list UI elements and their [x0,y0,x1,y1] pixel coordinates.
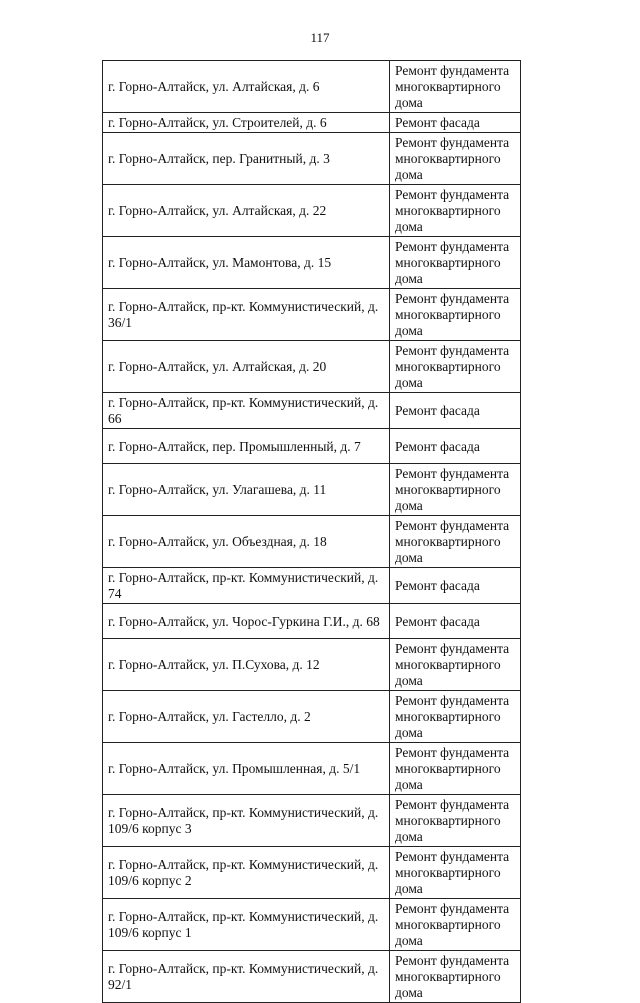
table-row [103,604,521,639]
table-row [103,743,521,795]
address-cell: г. Горно-Алтайск, ул. Строителей, д. 6 [103,113,390,133]
table-row [103,185,521,237]
works-table [102,60,521,1003]
address-cell: г. Горно-Алтайск, ул. Объездная, д. 18 [103,516,390,568]
address-cell: г. Горно-Алтайск, пер. Гранитный, д. 3 [103,133,390,185]
address-cell: г. Горно-Алтайск, ул. П.Сухова, д. 12 [103,639,390,691]
address-cell: г. Горно-Алтайск, ул. Промышленная, д. 5/1 [103,743,390,795]
work-type-cell: Ремонт фундамента многоквартирного дома [390,691,521,743]
address-cell: г. Горно-Алтайск, пр-кт. Коммунистический, д. 109/6 корпус 2 [103,847,390,899]
work-type-cell: Ремонт фасада [390,568,521,604]
work-type-cell: Ремонт фундамента многоквартирного дома [390,639,521,691]
address-cell: г. Горно-Алтайск, пр-кт. Коммунистический, д. 36/1 [103,289,390,341]
address-cell: г. Горно-Алтайск, пр-кт. Коммунистический, д. 92/1 [103,951,390,1003]
table-row [103,133,521,185]
work-type-cell: Ремонт фасада [390,604,521,639]
work-type-cell: Ремонт фундамента многоквартирного дома [390,795,521,847]
address-cell: г. Горно-Алтайск, пр-кт. Коммунистический, д. 66 [103,393,390,429]
address-cell: г. Горно-Алтайск, ул. Алтайская, д. 6 [103,61,390,113]
table-row [103,113,521,133]
page-number: 117 [310,30,330,45]
table-row [103,393,521,429]
table-row [103,847,521,899]
work-type-cell: Ремонт фундамента многоквартирного дома [390,237,521,289]
table-row [103,237,521,289]
address-cell: г. Горно-Алтайск, ул. Алтайская, д. 22 [103,185,390,237]
address-cell: г. Горно-Алтайск, ул. Алтайская, д. 20 [103,341,390,393]
table-row [103,899,521,951]
address-cell: г. Горно-Алтайск, ул. Улагашева, д. 11 [103,464,390,516]
work-type-cell: Ремонт фундамента многоквартирного дома [390,743,521,795]
table-row [103,516,521,568]
work-type-cell: Ремонт фундамента многоквартирного дома [390,289,521,341]
work-type-cell: Ремонт фундамента многоквартирного дома [390,133,521,185]
work-type-cell: Ремонт фундамента многоквартирного дома [390,464,521,516]
table-row [103,691,521,743]
work-type-cell: Ремонт фундамента многоквартирного дома [390,61,521,113]
table-row [103,951,521,1003]
table-row [103,429,521,464]
table-row [103,464,521,516]
work-type-cell: Ремонт фундамента многоквартирного дома [390,185,521,237]
work-type-cell: Ремонт фундамента многоквартирного дома [390,847,521,899]
address-cell: г. Горно-Алтайск, пр-кт. Коммунистический, д. 74 [103,568,390,604]
address-cell: г. Горно-Алтайск, пр-кт. Коммунистический, д. 109/6 корпус 1 [103,899,390,951]
address-cell: г. Горно-Алтайск, пер. Промышленный, д. 7 [103,429,390,464]
work-type-cell: Ремонт фундамента многоквартирного дома [390,951,521,1003]
work-type-cell: Ремонт фасада [390,393,521,429]
address-cell: г. Горно-Алтайск, ул. Чорос-Гуркина Г.И., д. 68 [103,604,390,639]
work-type-cell: Ремонт фасада [390,113,521,133]
table-row [103,795,521,847]
work-type-cell: Ремонт фундамента многоквартирного дома [390,516,521,568]
address-cell: г. Горно-Алтайск, ул. Гастелло, д. 2 [103,691,390,743]
work-type-cell: Ремонт фундамента многоквартирного дома [390,341,521,393]
table-row [103,61,521,113]
table-row [103,568,521,604]
table-row [103,639,521,691]
work-type-cell: Ремонт фундамента многоквартирного дома [390,899,521,951]
table-row [103,341,521,393]
work-type-cell: Ремонт фасада [390,429,521,464]
address-cell: г. Горно-Алтайск, ул. Мамонтова, д. 15 [103,237,390,289]
table-row [103,289,521,341]
address-cell: г. Горно-Алтайск, пр-кт. Коммунистический, д. 109/6 корпус 3 [103,795,390,847]
